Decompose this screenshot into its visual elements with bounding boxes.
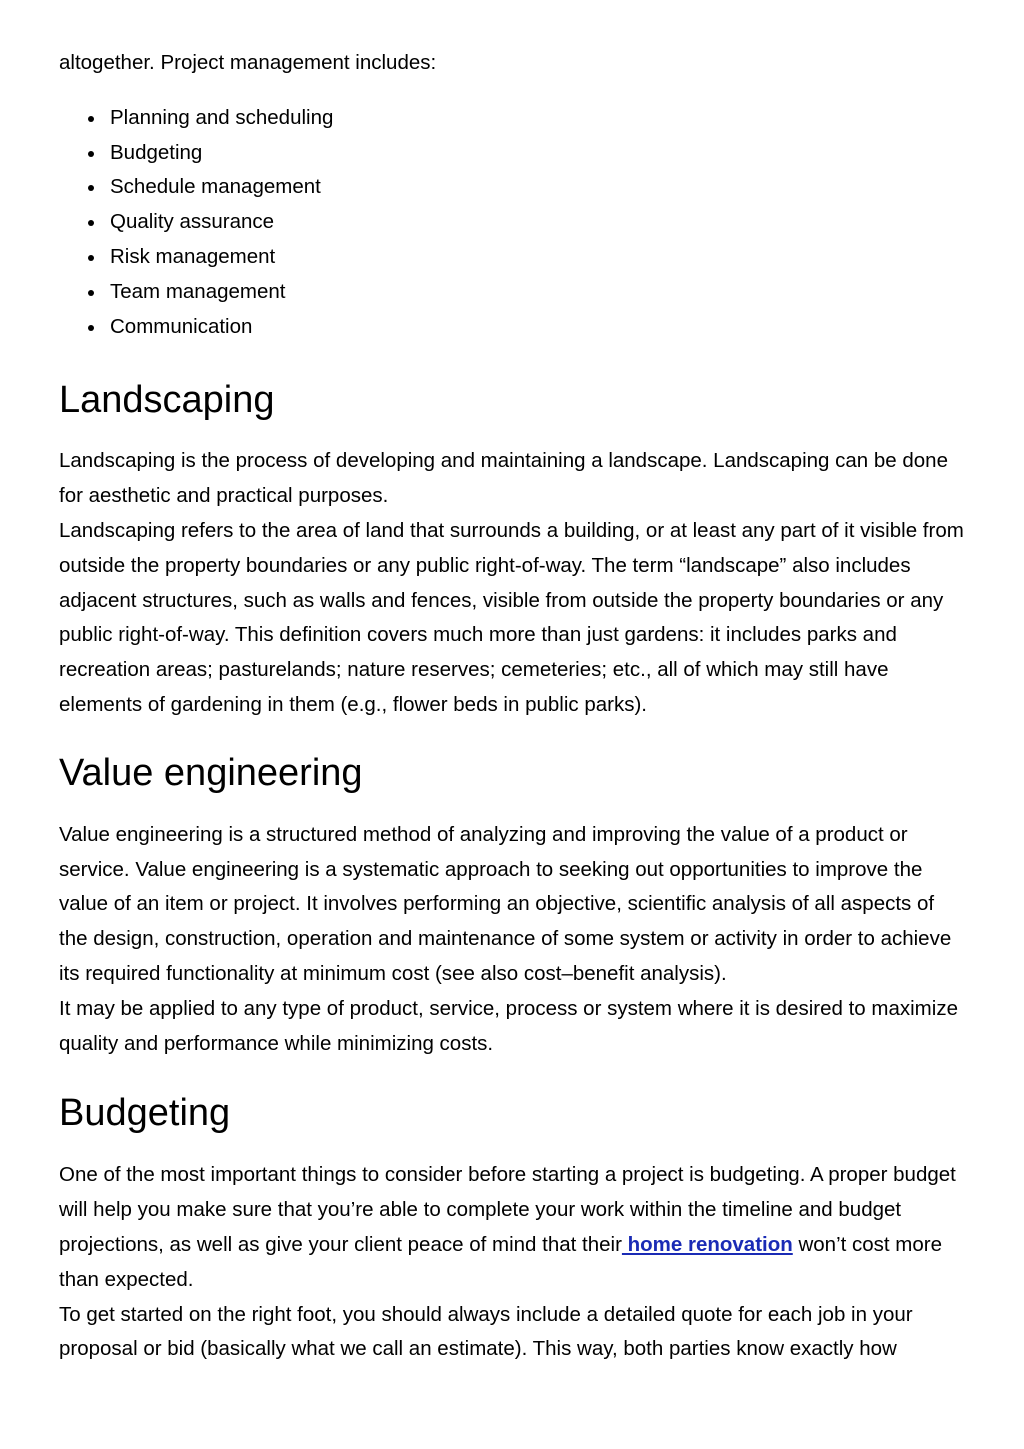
list-item-label: Team management bbox=[110, 279, 286, 303]
value-engineering-paragraph-2: It may be applied to any type of product, service, process or system where it is desired to maximize quality and performance while minimizing costs. bbox=[59, 996, 958, 1055]
list-item bbox=[110, 101, 966, 136]
bullet-icon bbox=[88, 151, 94, 157]
list-item-label: Budgeting bbox=[110, 140, 203, 164]
home-renovation-link[interactable]: home renovation bbox=[621, 1232, 793, 1256]
project-management-list bbox=[59, 101, 966, 345]
list-item-label: Schedule management bbox=[110, 175, 321, 199]
bullet-icon bbox=[88, 116, 94, 122]
budgeting-text-after-link: won’t cost more than expected. bbox=[59, 1232, 943, 1291]
value-engineering-section bbox=[59, 751, 966, 1062]
landscaping-paragraph-2: Landscaping refers to the area of land that surrounds a building, or at least any part of it visible from outside the property boundaries or any public right-of-way. The term “landscape” also includes adjacent structures, such as walls and fences, visible from outside the property boundaries or any public right-of-way. This definition covers much more than just gardens: it includes parks and recreation areas; pasturelands; nature reserves; cemeteries; etc., all of which may still have elements of gardening in them (e.g., flower beds in public parks). bbox=[59, 518, 964, 716]
budgeting-heading: Budgeting bbox=[59, 1092, 231, 1135]
budgeting-section bbox=[59, 1091, 966, 1367]
budgeting-text-before-link: One of the most important things to consider before starting a project is budgeting. A proper budget will help you make sure that you’re able to complete your work within the timeline and budget projections, as well as give your client peace of mind that their bbox=[59, 1163, 956, 1256]
budgeting-paragraph-1 bbox=[59, 1158, 966, 1297]
bullet-icon bbox=[88, 255, 94, 261]
list-item bbox=[110, 240, 966, 275]
bullet-icon bbox=[88, 185, 94, 191]
list-item-label: Planning and scheduling bbox=[110, 105, 334, 129]
list-item bbox=[110, 275, 966, 310]
landscaping-paragraph-1: Landscaping is the process of developing and maintaining a landscape. Landscaping can be done for aesthetic and practical purposes. bbox=[59, 449, 948, 508]
value-engineering-heading: Value engineering bbox=[59, 751, 363, 794]
bullet-icon bbox=[88, 290, 94, 296]
list-item bbox=[110, 310, 966, 345]
bullet-icon bbox=[88, 325, 94, 331]
list-item-label: Quality assurance bbox=[110, 210, 275, 234]
list-item bbox=[110, 205, 966, 240]
landscaping-heading: Landscaping bbox=[59, 379, 275, 422]
list-item bbox=[110, 170, 966, 205]
value-engineering-paragraph-1: Value engineering is a structured method of analyzing and improving the value of a product or service. Value engineering is a systematic approach to seeking out opportunities to improve the value of an item or project. It involves performing an objective, scientific analysis of all aspects of the design, construction, operation and maintenance of some system or activity in order to achieve its required functionality at minimum cost (see also cost–benefit analysis). bbox=[59, 822, 952, 985]
list-item-label: Risk management bbox=[110, 244, 276, 268]
budgeting-paragraph-2: To get started on the right foot, you should always include a detailed quote for each job in your proposal or bid (basically what we call an estimate). This way, both parties know exactly how bbox=[59, 1302, 913, 1361]
list-item bbox=[110, 136, 966, 171]
intro-text: altogether. Project management includes: bbox=[59, 51, 437, 74]
bullet-icon bbox=[88, 220, 94, 226]
landscaping-section bbox=[59, 378, 966, 722]
list-item-label: Communication bbox=[110, 314, 253, 338]
